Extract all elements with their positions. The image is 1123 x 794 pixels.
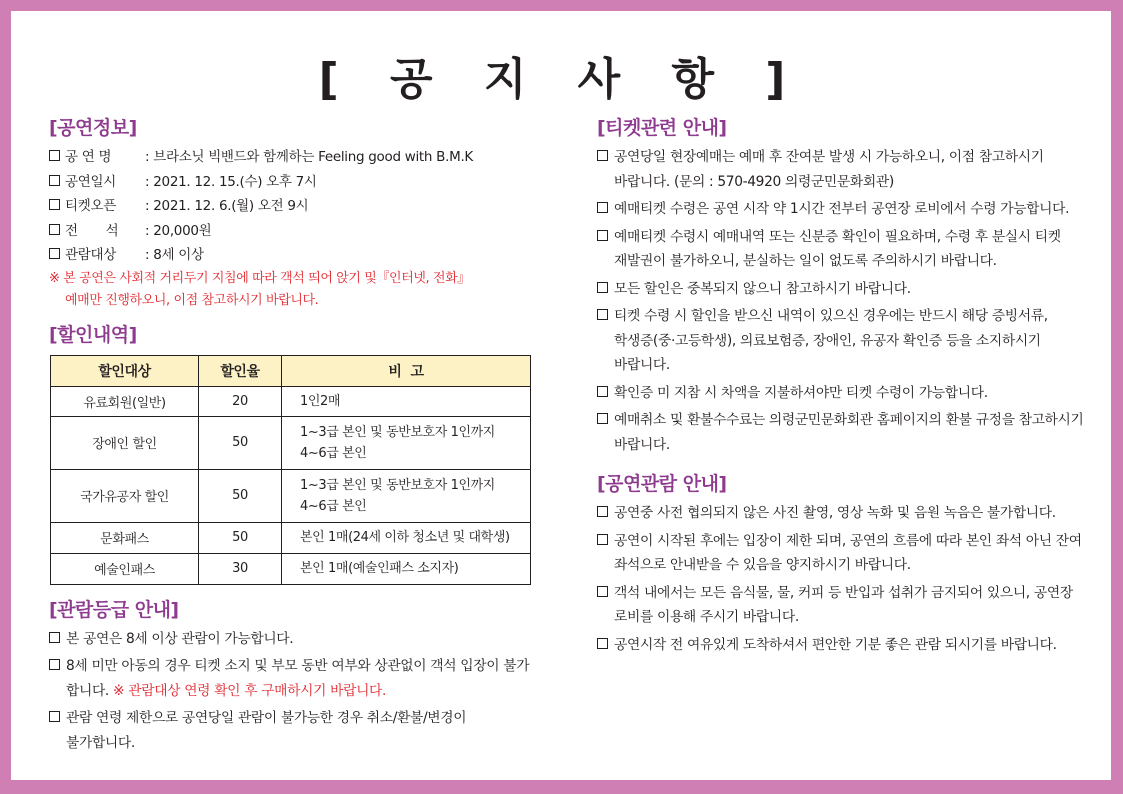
item-text: 관람 연령 제한으로 공연당일 관람이 불가능한 경우 취소/환불/변경이 불가합니다. — [66, 710, 467, 751]
cell-rate: 20 — [199, 386, 282, 416]
item-text: 티켓 수령 시 할인을 받으신 내역이 있으신 경우에는 반드시 해당 증빙서류, 학생증(중·고등학생), 의료보험증, 장애인, 유공자 확인증 등을 소지하시기 바랍니다. — [614, 308, 1048, 373]
checkbox-square-icon — [49, 659, 60, 670]
info-value: : 2021. 12. 15.(수) 오후 7시 — [145, 173, 317, 190]
checkbox-square-icon — [597, 309, 608, 320]
table-header-row — [51, 355, 531, 386]
checkbox-square-icon — [597, 230, 608, 241]
info-label: 관람대상 — [65, 247, 116, 263]
right-column — [597, 115, 1087, 660]
cell-target: 국가유공자 할인 — [51, 469, 199, 522]
checkbox-square-icon — [49, 224, 60, 235]
item-text: 예매취소 및 환불수수료는 의령군민문화회관 홈페이지의 환불 규정을 참고하시기 바랍니다. — [614, 412, 1084, 453]
list-item — [597, 225, 1087, 274]
checkbox-square-icon — [49, 632, 60, 643]
checkbox-square-icon — [597, 586, 608, 597]
info-value: : 8세 이상 — [145, 247, 204, 263]
item-text: 공연당일 현장예매는 예매 후 잔여분 발생 시 가능하오니, 이점 참고하시기 바랍니다. (문의 : 570-4920 의령군민문화회관) — [614, 149, 1044, 190]
checkbox-square-icon — [597, 150, 608, 161]
cell-rate: 50 — [199, 469, 282, 522]
cell-rate: 50 — [199, 416, 282, 469]
discount-table — [50, 355, 531, 585]
item-text: 공연이 시작된 후에는 입장이 제한 되며, 공연의 흐름에 따라 본인 좌석 아닌 잔여 좌석으로 안내받을 수 있음을 양지하시기 바랍니다. — [614, 532, 1082, 573]
info-value: : 20,000원 — [145, 222, 212, 239]
notice-line: 예매만 진행하오니, 이점 참고하시기 바랍니다. — [65, 292, 319, 308]
list-item — [597, 581, 1087, 630]
list-item — [597, 381, 1087, 406]
cell-note — [282, 469, 531, 522]
note-line: 본인 1매(예술인패스 소지자) — [300, 561, 459, 576]
section-title-age-rating: [관람등급 안내] — [49, 598, 179, 621]
table-row — [51, 416, 531, 469]
list-item — [49, 627, 539, 652]
checkbox-square-icon — [49, 175, 60, 186]
info-row-title — [49, 145, 539, 170]
list-item — [597, 304, 1087, 378]
item-warning: ※ 관람대상 연령 확인 후 구매하시기 바랍니다. — [113, 682, 387, 699]
info-row-audience — [49, 243, 539, 268]
viewing-info-section — [597, 471, 1087, 657]
cell-rate: 30 — [199, 553, 282, 584]
item-text: 본 공연은 8세 이상 관람이 가능합니다. — [66, 630, 294, 647]
table-row — [51, 553, 531, 584]
item-text: 예매티켓 수령은 공연 시작 약 1시간 전부터 공연장 로비에서 수령 가능합니다. — [614, 201, 1070, 217]
note-line: 1인2매 — [300, 393, 341, 409]
checkbox-square-icon — [49, 711, 60, 722]
item-text: 공연시작 전 여유있게 도착하셔서 편안한 기분 좋은 관람 되시기를 바랍니다. — [614, 636, 1057, 653]
checkbox-square-icon — [597, 506, 608, 517]
cell-note — [282, 553, 531, 584]
note-line: 1~3급 본인 및 동반보호자 1인까지 — [300, 424, 495, 440]
ticket-info-section — [597, 115, 1087, 457]
page-title: [ 공 지 사 항 ] — [318, 54, 804, 105]
info-value: : 브라소닛 빅밴드와 함께하는 Feeling good with B.M.K — [145, 149, 473, 165]
notice-line: ※ 본 공연은 사회적 거리두기 지침에 따라 객석 띄어 앉기 및『인터넷, 전화』 — [49, 270, 470, 286]
checkbox-square-icon — [597, 534, 608, 545]
item-text: 모든 할인은 중복되지 않으니 참고하시기 바랍니다. — [614, 280, 911, 297]
cell-note — [282, 522, 531, 553]
cell-target: 장애인 할인 — [51, 416, 199, 469]
table-row — [51, 469, 531, 522]
table-row — [51, 386, 531, 416]
list-item — [597, 633, 1087, 658]
item-text: 예매티켓 수령시 예매내역 또는 신분증 확인이 필요하며, 수령 후 분실시 티켓 재발권이 불가하오니, 분실하는 일이 없도록 주의하시기 바랍니다. — [614, 228, 1061, 269]
notice-page — [11, 11, 1111, 780]
section-title-discount: [할인내역] — [49, 323, 137, 346]
checkbox-square-icon — [49, 199, 60, 210]
list-item — [597, 529, 1087, 578]
cell-target: 문화패스 — [51, 522, 199, 553]
checkbox-square-icon — [597, 386, 608, 397]
section-title-ticket-info: [티켓관련 안내] — [597, 117, 727, 139]
list-item — [49, 654, 539, 703]
section-title-viewing-info: [공연관람 안내] — [597, 473, 727, 495]
list-item — [597, 197, 1087, 222]
item-text: 8세 미만 아동의 경우 티켓 소지 및 부모 동반 여부와 상관없이 객석 입장이 불가 합니다. — [66, 658, 530, 699]
info-row-ticket-open — [49, 194, 539, 219]
performance-info-section — [49, 115, 539, 312]
list-item — [597, 501, 1087, 526]
section-title-performance-info: [공연정보] — [49, 117, 137, 139]
note-line: 1~3급 본인 및 동반보호자 1인까지 — [300, 477, 495, 493]
discount-section — [49, 322, 539, 585]
column-header: 할인율 — [199, 355, 282, 386]
column-header: 비 고 — [282, 355, 531, 386]
note-line: 본인 1매(24세 이하 청소년 및 대학생) — [300, 530, 510, 545]
checkbox-square-icon — [597, 282, 608, 293]
cell-rate: 50 — [199, 522, 282, 553]
checkbox-square-icon — [49, 248, 60, 259]
info-row-datetime — [49, 170, 539, 195]
info-label: 공 연 명 — [65, 149, 112, 165]
list-item — [49, 706, 539, 755]
cell-target: 예술인패스 — [51, 553, 199, 584]
column-header: 할인대상 — [51, 355, 199, 386]
info-label: 전 석 — [65, 222, 119, 239]
list-item — [597, 408, 1087, 457]
cell-note — [282, 386, 531, 416]
left-column — [49, 115, 539, 758]
note-line: 4~6급 본인 — [300, 498, 367, 514]
note-line: 4~6급 본인 — [300, 445, 367, 461]
age-rating-section — [49, 597, 539, 756]
item-text: 공연중 사전 협의되지 않은 사진 촬영, 영상 녹화 및 음원 녹음은 불가합니다. — [614, 505, 1056, 521]
cell-target: 유료회원(일반) — [51, 386, 199, 416]
item-text: 확인증 미 지참 시 차액을 지불하셔야만 티켓 수령이 가능합니다. — [614, 384, 988, 401]
info-value: : 2021. 12. 6.(월) 오전 9시 — [145, 198, 309, 214]
cell-note — [282, 416, 531, 469]
item-text: 객석 내에서는 모든 음식물, 물, 커피 등 반입과 섭취가 금지되어 있으니, 공연장 로비를 이용해 주시기 바랍니다. — [614, 584, 1073, 625]
table-row — [51, 522, 531, 553]
list-item — [597, 277, 1087, 302]
checkbox-square-icon — [49, 150, 60, 161]
distancing-notice — [49, 268, 539, 312]
info-label: 공연일시 — [65, 173, 116, 190]
checkbox-square-icon — [597, 638, 608, 649]
checkbox-square-icon — [597, 413, 608, 424]
info-row-price — [49, 219, 539, 244]
info-label: 티켓오픈 — [65, 198, 116, 214]
list-item — [597, 145, 1087, 194]
checkbox-square-icon — [597, 202, 608, 213]
